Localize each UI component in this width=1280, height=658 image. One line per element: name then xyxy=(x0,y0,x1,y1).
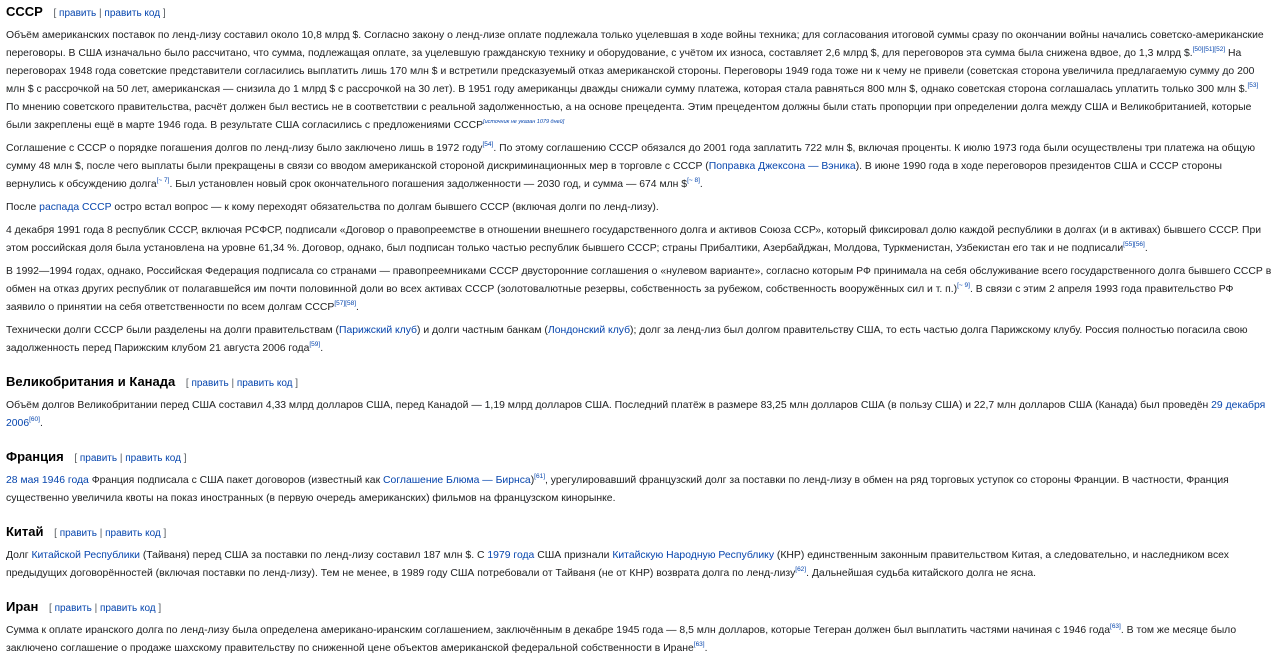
section-heading-china xyxy=(6,513,1274,543)
link-date-1946[interactable]: 28 мая 1946 года xyxy=(6,475,89,486)
footnote-ref[interactable]: [53] xyxy=(1247,81,1259,89)
section-title: Иран xyxy=(6,599,39,614)
link-jackson-vanik[interactable]: Поправка Джексона — Вэника xyxy=(708,161,856,172)
section-title: СССР xyxy=(6,4,43,19)
footnote-ref[interactable]: [61] xyxy=(534,472,545,480)
footnote-ref[interactable]: [~ 7] xyxy=(156,176,170,184)
footnote-ref[interactable]: [62] xyxy=(795,565,807,573)
footnote-ref[interactable]: [57][58] xyxy=(334,299,357,307)
link-prc[interactable]: Китайскую Народную Республику xyxy=(612,550,775,561)
footnote-ref[interactable]: [63] xyxy=(693,640,705,648)
paragraph: Соглашение с СССР о порядке погашения долгов по ленд-лизу было заключено лишь в 1972 году[54]. По этому соглашению СССР обязался до 2001 года заплатить 722 млн $, включая проценты. К июлю 1973 года были осуществлены три платежа на общую сумму 48 млн $, после чего выплаты были прекращены в связи со вводом американской стороной дискриминационных мер в торговле с СССР (Поправка Джексона — Вэника). В июне 1990 года в ходе переговоров президентов США и СССР стороны вернулись к обсуждению долга[~ 7]. Был установлен новый срок окончательного погашения задолженности — 2030 год, и сумма — 674 млн $[~ 8]. xyxy=(6,140,1256,190)
edit-code-link[interactable]: править код xyxy=(104,8,161,19)
edit-links: [ править | править код ] xyxy=(74,453,187,464)
section-heading-ussr xyxy=(6,0,1274,23)
link-blum-byrnes[interactable]: Соглашение Блюма — Бирнса xyxy=(383,475,531,486)
footnote-ref[interactable]: [50][51][52] xyxy=(1192,45,1226,53)
edit-code-link[interactable]: править код xyxy=(236,378,293,389)
edit-link[interactable]: править xyxy=(79,453,118,464)
section-title: Великобритания и Канада xyxy=(6,374,176,389)
edit-link[interactable]: править xyxy=(59,8,97,19)
footnote-ref[interactable]: [~ 8] xyxy=(687,176,700,184)
footnote-ref[interactable]: [60] xyxy=(29,415,40,423)
link-year-1979[interactable]: 1979 года xyxy=(487,550,535,561)
edit-code-link[interactable]: править код xyxy=(105,528,161,539)
paragraph: Технически долги СССР были разделены на долги правительствам (Парижский клуб) и долги частным банкам (Лондонский клуб); долг за ленд-лиз был долгом правительству США, то есть частью долга Парижскому клубу. Россия полностью погасила свою задолженность перед Парижским клубом 21 августа 2006 года[59]. xyxy=(6,325,1248,354)
link-london-club[interactable]: Лондонский клуб xyxy=(547,325,631,336)
section-title: Китай xyxy=(6,524,44,539)
paragraph: 4 декабря 1991 года 8 республик СССР, включая РСФСР, подписали «Договор о правопреемстве в отношении внешнего государственного долга и активов Союза ССР», который фиксировал долю каждой республики в долгах (и в активах) бывшего СССР. При этом российская доля была установлена на уровне 61,34 %. Договор, однако, был подписан только частью республик бывшего СССР; страны Прибалтики, Азербайджан, Молдова, Туркменистан, Узбекистан его так и не подписали[55][56]. xyxy=(6,225,1262,254)
footnote-ref[interactable]: [54] xyxy=(482,140,494,148)
link-date-2006[interactable]: 29 декабря 2006 xyxy=(6,400,1266,429)
paragraph: Сумма к оплате иранского долга по ленд-лизу была определена американо-иранским соглашением, заключённым в декабре 1945 года — 8,5 млн долларов, которые Тегеран должен был выплатить частями начиная с 1946 года[63]. В том же месяце было заключено соглашение о продаже шахскому правительству по сниженной цене объектов американской федеральной собственности в Иране[63]. xyxy=(6,622,1237,654)
footnote-ref[interactable]: [63] xyxy=(1110,622,1121,630)
section-title: Франция xyxy=(6,449,64,464)
link-ussr-dissolution[interactable]: распада СССР xyxy=(39,202,112,213)
link-paris-club[interactable]: Парижский клуб xyxy=(339,325,418,336)
section-heading-france xyxy=(6,438,1274,468)
section-heading-uk-canada xyxy=(6,363,1274,393)
edit-links: [ править | править код ] xyxy=(49,603,162,614)
paragraph: Объём долгов Великобритании перед США составил 4,33 млрд долларов США, перед Канадой — 1,19 млрд долларов США. Последний платёж в размере 83,25 млн долларов США (в пользу США) и 22,7 млн долларов США (Канада) был проведён 29 декабря 2006[60]. xyxy=(6,400,1266,429)
citation-needed-tag[interactable]: [источник не указан 1079 дней] xyxy=(483,118,565,125)
edit-links: [ править | править код ] xyxy=(53,8,166,19)
section-heading-iran xyxy=(6,588,1274,618)
edit-link[interactable]: править xyxy=(59,528,97,539)
edit-links: [ править | править код ] xyxy=(185,378,299,389)
paragraph: Объём американских поставок по ленд-лизу составил около 10,8 млрд $. Согласно закону о ленд-лизе оплате подлежала только уцелевшая в ходе войны техника; для согласования итоговой суммы сразу по окончании войны начались советско-американские переговоры. В США изначально было рассчитано, что сумма, подлежащая оплате, за уцелевшую гражданскую технику и оборудование, с учётом их износа, составляет 2,6 млрд $, для переговоров эта сумма была снижена вдвое, до 1,3 млрд $.[50][51][52] На переговорах 1948 года советские представители согласились выплатить лишь 170 млн $ и встретили предсказуемый отказ американской стороны. Переговоры 1949 года тоже ни к чему не привели (советская сторона увеличила предлагаемую сумму до 200 млн $ с рассрочкой на 50 лет, американская — снизила до 1 млрд $ с рассрочкой на 30 лет). В 1951 году американцы дважды снижали сумму платежа, которая стала равняться 800 млн $, однако советская сторона соглашалась уплатить только 300 млн $.[53] По мнению советского правительства, расчёт должен был вестись не в соответствии с реальной задолженностью, а на основе прецедента. Этим прецедентом должны были стать пропорции при определении долга между США и Великобританией, которые были закреплены ещё в марте 1946 года. В результате США согласились с предложениями СССР[источник не указан 1079 дней] xyxy=(6,30,1264,131)
footnote-ref[interactable]: [59] xyxy=(309,340,321,348)
edit-link[interactable]: править xyxy=(191,378,229,389)
footnote-ref[interactable]: [~ 9] xyxy=(957,281,970,289)
edit-link[interactable]: править xyxy=(54,603,92,614)
paragraph: В 1992—1994 годах, однако, Российская Федерация подписала со странами — правопреемниками СССР двусторонние соглашения о «нулевом варианте», согласно которым РФ принимала на себя обслуживание всего государственного долга бывшего СССР в обмен на отказ других республик от полагавшейся им почти половинной доли во всех активах СССР (золотовалютные резервы, собственность за рубежом, собственность вооружённых сил и т. п.)[~ 9]. В связи с этим 2 апреля 1993 года правительство РФ заявило о принятии на себя ответственности по всем долгам СССР[57][58]. xyxy=(6,266,1272,313)
paragraph: После распада СССР остро встал вопрос — к кому переходят обязательства по долгам бывшего СССР (включая долги по ленд-лизу). xyxy=(6,202,659,213)
paragraph: Долг Китайской Республики (Тайваня) перед США за поставки по ленд-лизу составил 187 млн $. С 1979 года США признали Китайскую Народную Республику (КНР) единственным законным правительством Китая, а следовательно, и наследником всех предыдущих договорённостей (включая поставки по ленд-лизу). Тем не менее, в 1989 году США потребовали от Тайваня (не от КНР) возврата долга по ленд-лизу[62]. Дальнейшая судьба китайского долга не ясна. xyxy=(6,550,1229,579)
link-republic-of-china[interactable]: Китайской Республики xyxy=(31,550,140,561)
footnote-ref[interactable]: [55][56] xyxy=(1123,240,1145,248)
paragraph: 28 мая 1946 года Франция подписала с США пакет договоров (известный как Соглашение Блюма — Бирнса)[61], урегулировавший французский долг за поставки по ленд-лизу в обмен на ряд торговых уступок со стороны Франции. В частности, Франция существенно увеличила квоты на показ иностранных (в первую очередь американских) фильмов на французском кинорынке. xyxy=(6,472,1229,504)
edit-code-link[interactable]: править код xyxy=(125,453,181,464)
edit-links: [ править | править код ] xyxy=(54,528,167,539)
edit-code-link[interactable]: править код xyxy=(99,603,156,614)
